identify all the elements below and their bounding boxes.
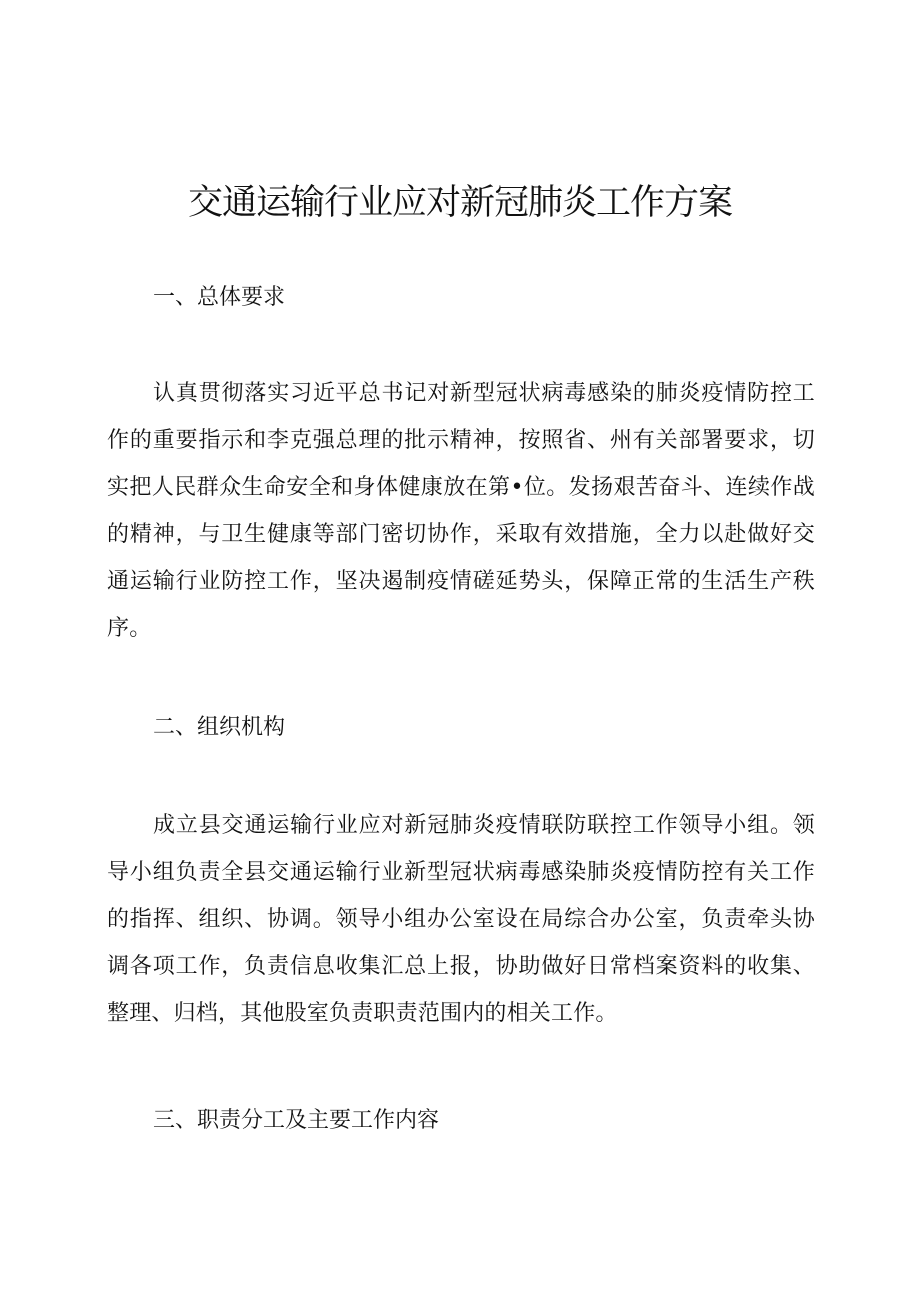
section-heading-organization: 二、组织机构 [153, 715, 286, 740]
document-title: 交通运输行业应对新冠肺炎工作方案 [187, 183, 732, 223]
section-heading-responsibilities: 三、职责分工及主要工作内容 [153, 1108, 440, 1133]
section-paragraph-general-requirements: 认真贯彻落实习近平总书记对新型冠状病毒感染的肺炎疫情防控工作的重要指示和李克强总理的批示精神，按照省、州有关部署要求，切实把人民群众生命安全和身体健康放在第•位。发扬艰苦奋斗、连续作战的精神，与卫生健康等部门密切协作，采取有效措施，全力以赴做好交通运输行业防控工作，坚决遏制疫情磋延势头，保障正常的生活生产秩序。 [107, 381, 815, 641]
section-paragraph-organization: 成立县交通运输行业应对新冠肺炎疫情联防联控工作领导小组。领导小组负责全县交通运输行业新型冠状病毒感染肺炎疫情防控有关工作的指挥、组织、协调。领导小组办公室设在局综合办公室，负责牵头协调各项工作，负责信息收集汇总上报，协助做好日常档案资料的收集、整理、归档，其他股室负责职责范围内的相关工作。 [107, 813, 815, 1026]
section-heading-general-requirements: 一、总体要求 [153, 285, 286, 310]
